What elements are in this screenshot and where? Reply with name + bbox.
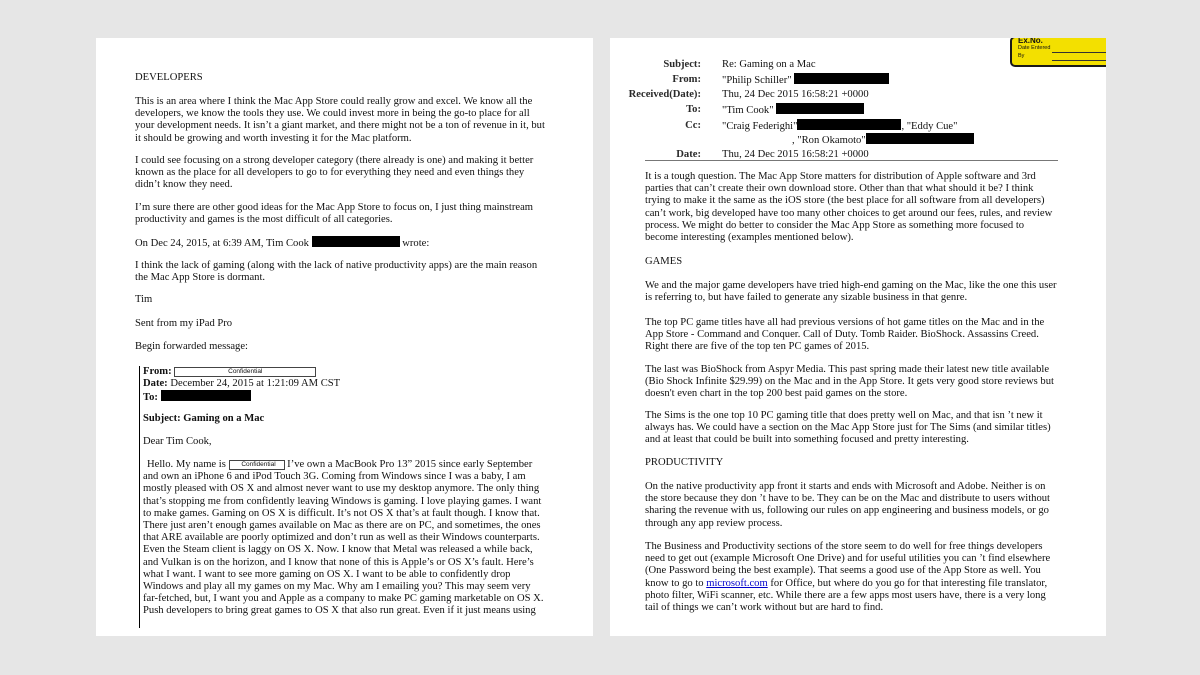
header-value: Thu, 24 Dec 2015 16:58:21 +0000 bbox=[722, 89, 869, 100]
redaction bbox=[312, 236, 400, 247]
quote-line bbox=[135, 236, 555, 250]
confidential-stamp: Confidential bbox=[229, 460, 285, 470]
document-page-left bbox=[96, 38, 593, 636]
header-subject bbox=[610, 58, 1106, 71]
hello-text: Hello. My name is bbox=[147, 459, 226, 470]
by-label: By bbox=[1018, 53, 1025, 59]
fwd-date-line bbox=[143, 378, 340, 390]
header-value-group bbox=[722, 73, 889, 87]
header-label: Cc: bbox=[685, 120, 701, 131]
quote-suffix: wrote: bbox=[402, 238, 430, 249]
email-body bbox=[143, 459, 545, 618]
section-heading-productivity: PRODUCTIVITY bbox=[645, 457, 724, 468]
body-text: I’ve own a MacBook Pro 13” 2015 since early September and own an iPhone 6 and iPod Touch 3G. Coming from Windows since I was a baby, I am mostly pleased with OS X and almost never want to use my desktop anymore. The only thing that’s stopping me from confidently leaving Windows is gaming. I love playing games. I want to make games. Gaming on OS X is difficult. It’s not OS X that’s at fault though. I know that. There just aren’t enough games available on Mac as there are on PC, and sometimes, the ones that ARE available are poorly optimized and don’t run as well as their Windows counterparts. Even the Steam client is laggy on OS X. Now. I know that Metal was released a while back, and Vulkan is on the horizon, and I know that none of this is Apple’s or OS X’s fault. Here’s what I want. I want to see more gaming on OS X. I want to be able to confidently drop Windows and play all my games on my Mac. Why am I emailing you? This may seem very far-fetched, but, I want you and Apple as a company to make PC gaming marketable on OS X. Push developers to bring great games to OS X that also run great. Even if it just means using bbox=[143, 459, 544, 617]
paragraph-text: for Office, but where do you go for that interesting file translator, photo filter, WiFi scanner, etc. While there are a few apps most users have, there is a very long tail of things we can’t work without but are hard to find. bbox=[645, 577, 1048, 614]
paragraph: We and the major game developers have tried high-end gaming on the Mac, like the one this user is referring to, but have failed to generate any sizable business in that genre. bbox=[645, 280, 1057, 304]
fwd-subject: Subject: Gaming on a Mac bbox=[143, 413, 265, 424]
header-value: , "Ron Okamoto" bbox=[792, 135, 866, 146]
confidential-stamp: Confidential bbox=[174, 367, 316, 377]
greeting: Dear Tim Cook, bbox=[143, 436, 212, 447]
paragraph bbox=[645, 541, 1058, 614]
sticker-line bbox=[1052, 52, 1106, 53]
exhibit-number-label: Ex.No. bbox=[1018, 38, 1043, 45]
section-heading-developers: DEVELOPERS bbox=[135, 72, 203, 83]
quote-prefix: On Dec 24, 2015, at 6:39 AM, Tim Cook bbox=[135, 238, 309, 249]
header-label: Received(Date): bbox=[628, 89, 701, 100]
sent-from: Sent from my iPad Pro bbox=[135, 318, 233, 329]
header-value: "Tim Cook" bbox=[722, 105, 774, 116]
paragraph: It is a tough question. The Mac App Store matters for distribution of Apple software and 3rd parties that can’t create their own download store. Other than that what should it be? I think trying to make it the same as the iOS store (the best place for all software from all developers) can’t work, big developed have too many other choices to get around our fees, rules, and review process. We might do better to consider the Mac App Store as something more focused to become interesting (examples mentioned below). bbox=[645, 171, 1053, 244]
paragraph: The last was BioShock from Aspyr Media. This past spring made their latest new title available (Bio Shock Infinite $29.99) on the Mac and in the App Store. It gets very good store reviews but doesn't even chart in the top 200 best paid games on the store. bbox=[645, 364, 1054, 400]
header-label: To: bbox=[686, 104, 701, 115]
fwd-to-line bbox=[143, 390, 251, 404]
date-entered-label: Date Entered bbox=[1018, 45, 1051, 51]
paragraph: On the native productivity app front it starts and ends with Microsoft and Adobe. Neither is on the store because they don ’t have to be. They can be on the Mac and distribute to users without sharing the revenue with us, following our rules on app engineering and business models, or go through any app review process. bbox=[645, 481, 1051, 529]
paragraph: I think the lack of gaming (along with the lack of native productivity apps) are the main reason the Mac App Store is dormant. bbox=[135, 260, 538, 284]
paragraph: I’m sure there are other good ideas for the Mac App Store to focus on, I just thing mainstream productivity and games is the most difficult of all categories. bbox=[135, 202, 534, 226]
paragraph: The top PC game titles have all had previous versions of hot game titles on the Mac and in the App Store - Command and Conquer. Call of Duty. Tomb Raider. BioShock. Assassins Creed. Right there are five of the top ten PC games of 2015. bbox=[645, 317, 1045, 353]
to-label: To: bbox=[143, 392, 158, 403]
header-to bbox=[610, 103, 1106, 116]
header-from bbox=[610, 73, 1106, 86]
header-label: Subject: bbox=[663, 59, 701, 70]
header-label: Date: bbox=[676, 149, 701, 160]
redaction bbox=[866, 133, 974, 144]
date-value: December 24, 2015 at 1:21:09 AM CST bbox=[170, 378, 341, 389]
header-cc bbox=[610, 119, 1106, 132]
section-heading-games: GAMES bbox=[645, 256, 683, 267]
header-value: "Philip Schiller" bbox=[722, 75, 792, 86]
forwarded-message-label: Begin forwarded message: bbox=[135, 341, 248, 352]
header-value: Thu, 24 Dec 2015 16:58:21 +0000 bbox=[722, 149, 869, 160]
header-value: "Craig Federighi" bbox=[722, 121, 798, 132]
header-divider bbox=[645, 160, 1058, 161]
header-value-group bbox=[722, 103, 864, 117]
paragraph: This is an area where I think the Mac App Store could really grow and excel. We know all the developers, we know the tools they use. We could invest more in being the go-to place for all your development needs. It isn’t a giant market, and there might not be a ton of revenue in it, but it should be growing and worth investing it for the Mac platform. bbox=[135, 96, 545, 144]
date-label: Date: bbox=[143, 378, 168, 389]
redaction bbox=[161, 390, 251, 401]
header-value-group bbox=[792, 133, 974, 147]
header-label: From: bbox=[672, 74, 701, 85]
document-page-right bbox=[610, 38, 1106, 636]
signature: Tim bbox=[135, 294, 153, 305]
paragraph: I could see focusing on a strong developer category (there already is one) and making it better known as the place for all developers to go to for everything they need and even things they didn’t know they need. bbox=[135, 155, 534, 191]
header-received bbox=[610, 88, 1106, 101]
from-label: From: bbox=[143, 366, 172, 377]
fwd-from-line bbox=[143, 366, 316, 378]
redaction bbox=[797, 119, 901, 130]
header-value: , "Eddy Cue" bbox=[901, 121, 958, 132]
paragraph: The Sims is the one top 10 PC gaming title that does pretty well on Mac, and that isn ’t new it always has. We could have a section on the Mac App Store just for The Sims (and similar titles) and at least that could be built into something focused and pretty interesting. bbox=[645, 410, 1051, 446]
paragraph-text: The Business and Productivity sections of the store seem to do well for free things developers need to get out (example Microsoft One Drive) and for useful utilities you can ’t find elsewhere (One Password being the best example). That seems a good use of the App Store as well. You know to go to bbox=[645, 541, 1051, 589]
microsoft-link[interactable]: microsoft.com bbox=[706, 577, 768, 589]
quote-bar bbox=[139, 366, 140, 628]
redaction bbox=[794, 73, 889, 84]
header-cc-cont bbox=[610, 133, 1106, 146]
redaction bbox=[776, 103, 864, 114]
header-value-group bbox=[722, 119, 957, 133]
header-value: Re: Gaming on a Mac bbox=[722, 59, 816, 70]
